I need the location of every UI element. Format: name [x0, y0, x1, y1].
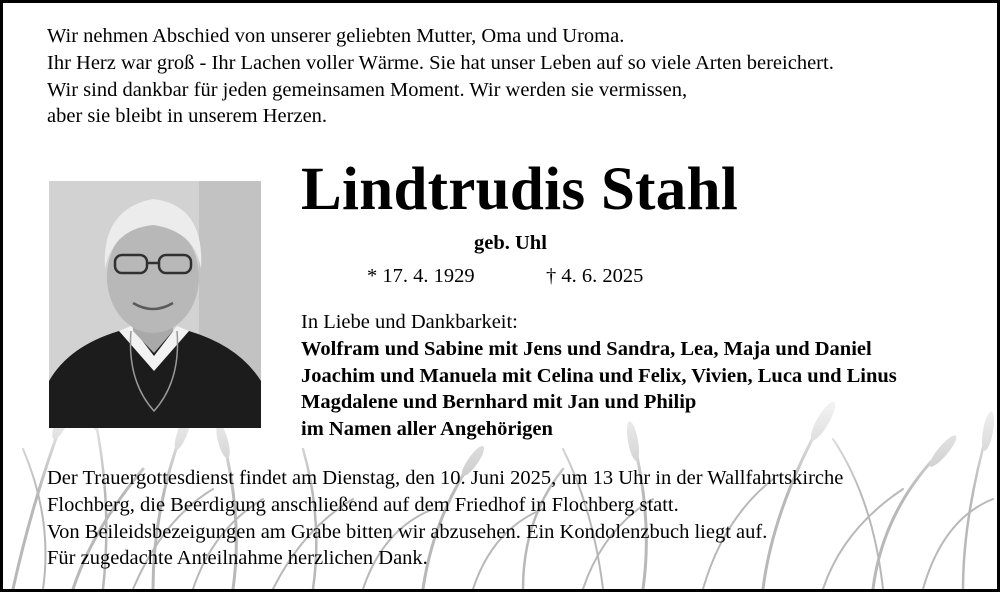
birth-date: * 17. 4. 1929 — [367, 265, 475, 287]
service-line: Für zugedachte Anteilnahme herzlichen Dank. — [47, 547, 428, 570]
service-line: Von Beileidsbezeigungen am Grabe bitten wir abzusehen. Ein Kondolenzbuch liegt auf. — [47, 520, 768, 543]
service-line: Flochberg, die Beerdigung anschließend auf dem Friedhof in Flochberg statt. — [47, 493, 679, 516]
death-date: † 4. 6. 2025 — [546, 265, 644, 287]
deceased-name: Lindtrudis Stahl — [301, 156, 739, 223]
portrait-photo — [49, 181, 261, 428]
mourners-intro: In Liebe und Dankbarkeit: — [301, 311, 518, 333]
mourner-line: Magdalene und Bernhard mit Jan und Philip — [301, 391, 697, 414]
mourners-block — [301, 309, 897, 443]
maiden-name: geb. Uhl — [474, 232, 547, 254]
mourner-line: im Namen aller Angehörigen — [301, 418, 553, 441]
intro-line: Ihr Herz war groß - Ihr Lachen voller Wärme. Sie hat unser Leben auf so viele Arten bereichert. — [47, 51, 834, 74]
intro-line: Wir nehmen Abschied von unserer geliebten Mutter, Oma und Uroma. — [47, 25, 625, 47]
service-line: Der Trauergottesdienst findet am Dienstag, den 10. Juni 2025, um 13 Uhr in der Wallfahrtskirche — [47, 467, 844, 489]
mourner-line: Joachim und Manuela mit Celina und Felix, Vivien, Luca und Linus — [301, 364, 897, 387]
service-info — [47, 465, 843, 572]
mourner-line: Wolfram und Sabine mit Jens und Sandra, Lea, Maja und Daniel — [301, 337, 872, 360]
intro-line: Wir sind dankbar für jeden gemeinsamen Moment. Wir werden sie vermissen, — [47, 78, 688, 101]
intro-text — [47, 23, 834, 130]
intro-line: aber sie bleibt in unserem Herzen. — [47, 105, 328, 128]
